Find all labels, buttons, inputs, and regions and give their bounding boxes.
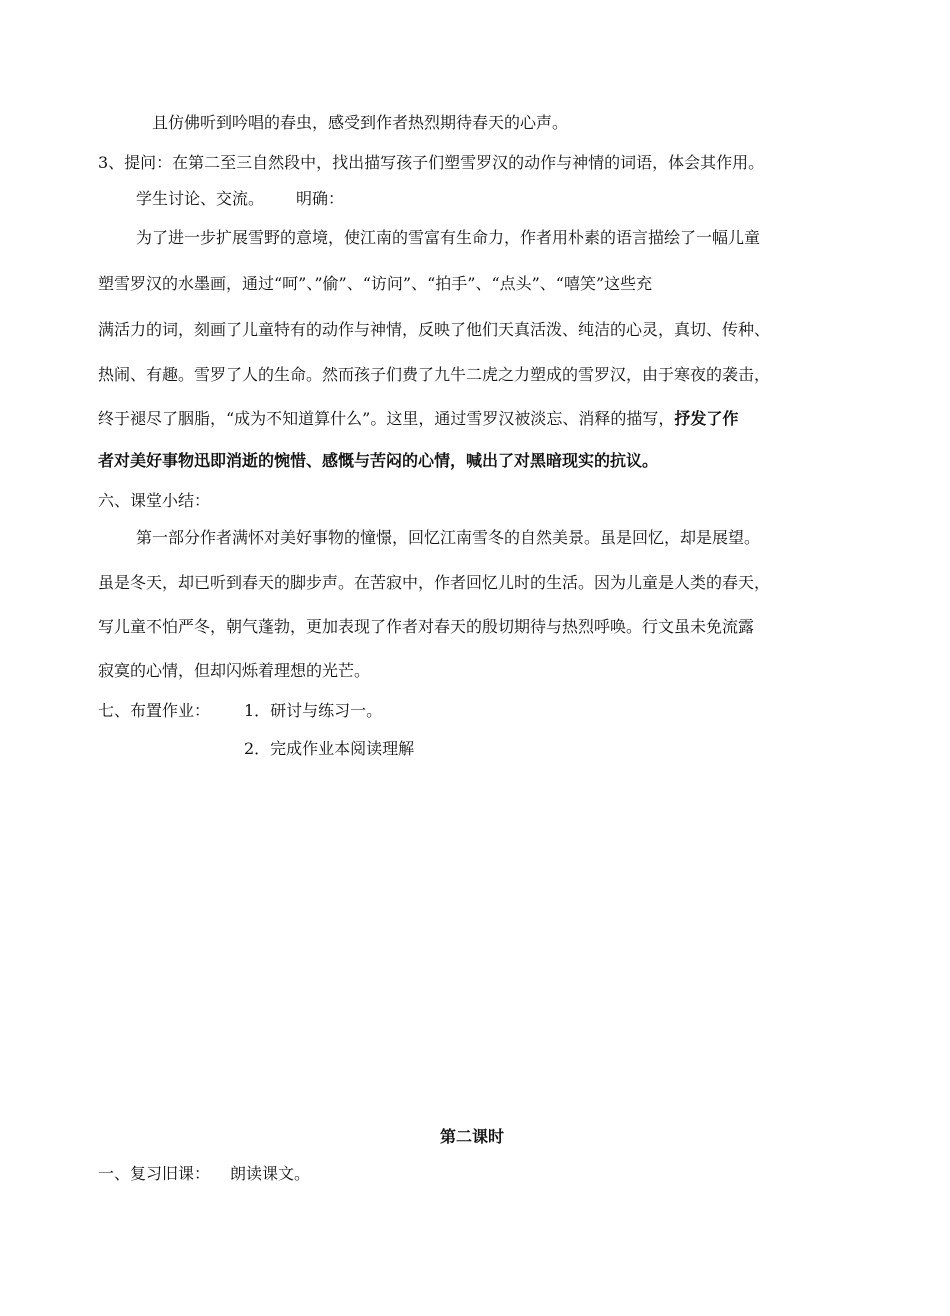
lesson-2-title: 第二课时: [440, 1127, 505, 1146]
homework-task-2: 2．完成作业本阅读理解: [244, 739, 415, 758]
discussion-line: [136, 189, 344, 209]
summary-line: 第一部分作者满怀对美好事物的憧憬，回忆江南雪冬的自然美景。虽是回忆，却是展望。: [136, 528, 761, 547]
summary-line: 寂寞的心情，但却闪烁着理想的光芒。: [98, 661, 371, 680]
section-6-heading: 六、课堂小结：: [98, 491, 211, 510]
clarify-label: 明确：: [296, 189, 345, 208]
paragraph-line: 满活力的词，刻画了儿童特有的动作与神情，反映了他们天真活泼、纯洁的心灵，真切、传种、: [98, 320, 771, 339]
paragraph-line: 为了进一步扩展雪野的意境，使江南的雪富有生命力，作者用朴素的语言描绘了一幅儿童: [136, 228, 761, 247]
text-line: 且仿佛听到吟唱的春虫，感受到作者热烈期待春天的心声。: [152, 113, 569, 132]
review-line: [98, 1164, 310, 1184]
paragraph-bold-line: 者对美好事物迅即消逝的惋惜、感慨与苦闷的心情，喊出了对黑暗现实的抗议。: [98, 451, 659, 470]
review-heading: 一、复习旧课：: [98, 1164, 211, 1183]
summary-line: 写儿童不怕严冬，朝气蓬勃，更加表现了作者对春天的殷切期待与热烈呼唤。行文虽未免流露: [98, 617, 755, 636]
paragraph-line: 热闹、有趣。雪罗了人的生命。然而孩子们费了九牛二虎之力塑成的雪罗汉，由于寒夜的袭击，: [98, 365, 771, 384]
paragraph-line: [98, 409, 738, 429]
discussion-text: 学生讨论、交流。: [136, 189, 265, 208]
paragraph-normal-text: 终于褪尽了胭脂，“成为不知道算什么”。这里，通过雪罗汉被淡忘、消释的描写，: [98, 409, 675, 428]
section-7-heading: 七、布置作业：: [98, 701, 211, 720]
paragraph-line: 塑雪罗汉的水墨画，通过“呵”、”偷”、“访问”、“拍手”、“点头”、“嘻笑”这些充: [98, 274, 653, 293]
review-text: 朗读课文。: [230, 1164, 311, 1183]
question-3: 3、提问：在第二至三自然段中，找出描写孩子们塑雪罗汉的动作与神情的词语，体会其作用。: [98, 153, 765, 172]
homework-task-1: 1．研讨与练习一。: [244, 701, 383, 720]
summary-line: 虽是冬天，却已听到春天的脚步声。在苦寂中，作者回忆儿时的生活。因为儿童是人类的春天，: [98, 573, 771, 592]
paragraph-bold-text: 抒发了作: [674, 409, 739, 428]
